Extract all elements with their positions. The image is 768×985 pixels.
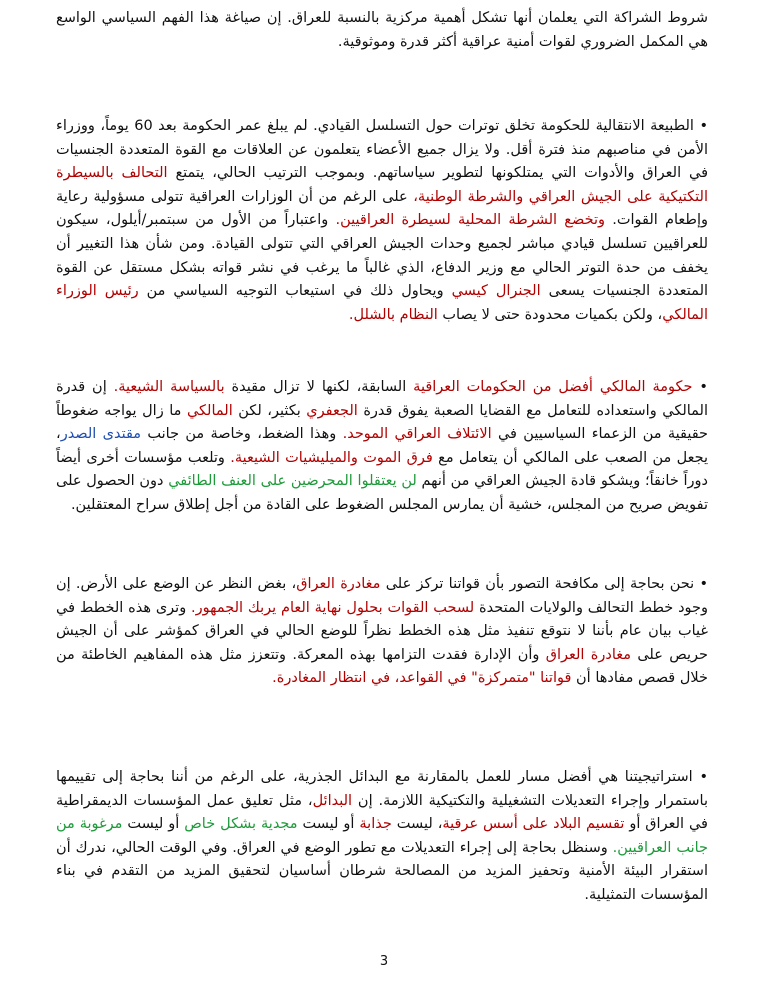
text-segment: أو ليست (122, 816, 185, 833)
highlighted-red-text: البدائل (312, 792, 353, 809)
text-segment: ، ولكن بكميات محدودة حتى لا يصاب (437, 306, 663, 323)
text-segment: • نحن بحاجة إلى مكافحة التصور بأن قواتنا تركز على (380, 576, 708, 592)
highlighted-red-text: وتخضع الشرطة المحلية لسيطرة العراقيين. (335, 212, 605, 229)
highlighted-blue-text: مقتدى الصدر (60, 426, 142, 443)
text-segment: • استراتيجيتنا هي أفضل مسار للعمل بالمقارنة مع البدائل الجذرية، على الرغم من أننا بحاجة إلى تقييمها باستمرار وإجراء التعديلات التشغيلية والتكتيكية اللازمة. إن (56, 769, 708, 809)
highlighted-red-text: الجعفري (306, 402, 358, 419)
highlighted-red-text: المالكي (186, 402, 233, 419)
text-segment: • (692, 379, 708, 395)
highlighted-red-text: جذابة (359, 816, 392, 833)
text-segment: ويحاول ذلك في استيعاب التوجيه السياسي من (138, 283, 452, 300)
highlighted-green-text: لن يعتقلوا المحرضين على العنف الطائفي (168, 473, 417, 490)
text-segment: ، مثل تعليق عمل المؤسسات الديمقراطية في العراق أو (56, 792, 708, 833)
text-segment: بكثير، لكن (232, 402, 307, 419)
highlighted-red-text: قواتنا "متمركزة" في القواعد، في انتظار المغادرة. (272, 670, 572, 687)
text-segment: إن قدرة المالكي واستعداده للتعامل مع القضايا الصعبة يفوق قدرة (56, 379, 708, 419)
text-segment: وتلعب مؤسسات أخرى أيضاً دوراً خانقاً؛ ويشكو قادة الجيش العراقي من أنهم (56, 449, 708, 490)
highlighted-green-text: مجدية بشكل خاص (184, 816, 298, 833)
highlighted-red-text: لسحب القوات بحلول نهاية العام يربك الجمهور. (191, 599, 475, 616)
paragraph-strategy (56, 766, 708, 908)
highlighted-red-text: مغادرة العراق (296, 576, 381, 592)
highlighted-red-text: الجنرال كيسي (451, 283, 541, 300)
text-segment: واعتباراً من الأول من سبتمبر/أيلول، سيكون للعراقيين تسلسل قيادي مباشر لجميع وحدات الجيش العراقي التي تتولى القيادة. ومن شأن هذا التغيير أن يخفف من حدة التوتر الحالي مع وزير الدفاع، الذي غالباً ما يرغب في نشر قواته بشكل مستقل عن القوة المتعددة الجنسيات يسعى (56, 212, 709, 300)
text-segment: على الرغم من أن الوزارات العراقية تتولى مسؤولية رعاية وإطعام القوات. (56, 188, 708, 229)
text-segment: ، بغض النظر عن الوضع على الأرض. إن وجود خطط التحالف والولايات المتحدة (56, 576, 708, 616)
paragraph-leaving-iraq-perception (56, 573, 708, 691)
highlighted-red-text: التحالف بالسيطرة التكتيكية على الجيش العراقي والشرطة الوطنية، (56, 165, 709, 205)
text-segment: دون الحصول على تفويض صريح من المجلس، خشية أن يمارس المجلس الضغوط على القادة من أجل إطلاق سراح المعتقلين. (56, 473, 708, 513)
paragraph-maliki-government (56, 376, 708, 518)
text-segment: أو ليست (297, 816, 360, 833)
highlighted-red-text: تقسيم البلاد على أسس عرقية (442, 816, 625, 833)
page-number: 3 (379, 954, 389, 969)
highlighted-red-text: النظام بالشلل. (348, 306, 438, 323)
text-segment: وأن الإدارة فقدت التزامها بهذه المعركة. وتتعزز مثل هذه المفاهيم الخاطئة من خلال قصص مفادها أن (56, 646, 708, 687)
highlighted-red-text: الائتلاف العراقي الموحد. (342, 426, 492, 443)
text-segment: شروط الشراكة التي يعلمان أنها تشكل أهمية مركزية بالنسبة للعراق. إن صياغة هذا الفهم السياسي الواسع هي المكمل الضروري لقوات أمنية عراقية أكثر قدرة وموثوقية. (56, 10, 708, 50)
text-segment: ، ليست (391, 816, 443, 833)
highlighted-red-text: رئيس الوزراء المالكي (56, 283, 708, 323)
text-segment: وترى هذه الخطط في غياب بيان عام بأننا لا نتوقع تنفيذ مثل هذه الخطط نظراً للوضع الحالي في العراق كمؤشر على أن الجيش حريص على (56, 599, 708, 663)
paragraph-continuation (56, 7, 708, 54)
highlighted-red-text: حكومة المالكي أفضل من الحكومات العراقية (413, 379, 693, 395)
text-segment: ، يجعل من الصعب على المالكي أن يتعامل مع (56, 426, 708, 466)
paragraph-government-transition (56, 115, 708, 327)
highlighted-red-text: مغادرة العراق (545, 646, 632, 663)
highlighted-green-text: مرغوبة من جانب العراقيين. (56, 816, 708, 856)
highlighted-red-text: فرق الموت والميليشيات الشيعية. (230, 449, 433, 466)
text-segment: • الطبيعة الانتقالية للحكومة تخلق توترات حول التسلسل القيادي. لم يبلغ عمر الحكومة بعد 60 يوماً، ووزراء الأمن في مناصبهم منذ فترة أقل. ولا يزال جميع الأعضاء يتعلمون عن العلاقات مع القوة المتعددة الجنسيات في العراق والأدوات التي يمتلكونها لتطوير سياساتهم. وبموجب الترتيب الحالي، يتمتع (56, 118, 708, 182)
text-segment: السابقة، لكنها لا تزال مقيدة (224, 379, 414, 395)
text-segment: ما زال يواجه ضغوطاً حقيقية من الزعماء السياسيين في (56, 402, 709, 443)
text-segment: وسنظل بحاجة إلى إجراء التعديلات مع تطور الوضع في العراق. وفي الوقت الحالي، ندرك أن استقرار البيئة الأمنية وتحفيز المزيد من المصالحة شرطان أساسيان لتحقيق المزيد من التقدم في بناء المؤسسات التمثيلية. (56, 839, 708, 903)
highlighted-red-text: بالسياسة الشيعية. (113, 379, 225, 395)
text-segment: وهذا الضغط، وخاصة من جانب (141, 426, 343, 443)
